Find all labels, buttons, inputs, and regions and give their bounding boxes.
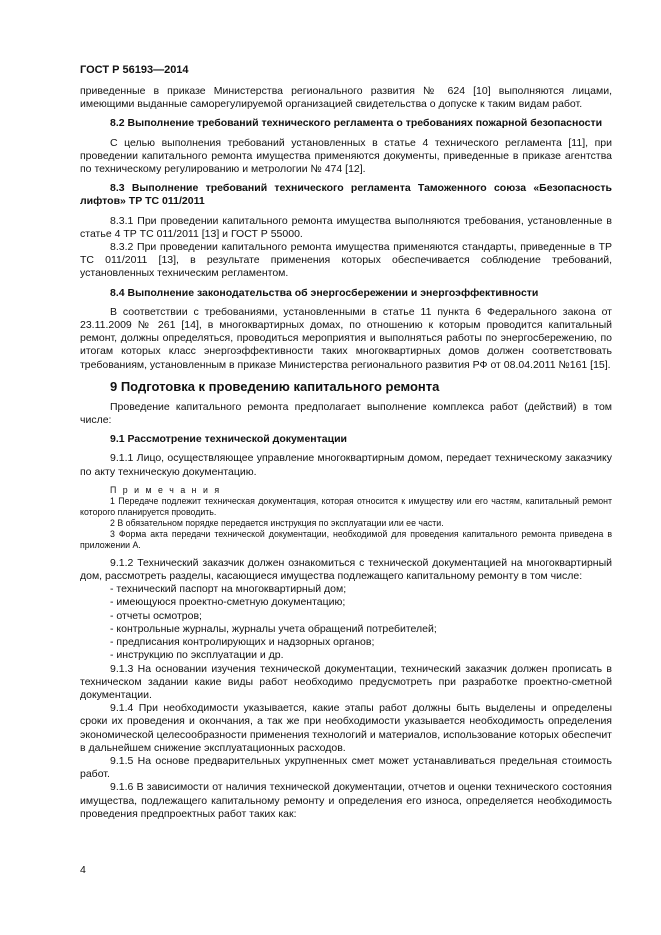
notes-block — [80, 485, 612, 551]
paragraph: С целью выполнения требований установленных в статье 4 технического регламента [11], при проведении капитального ремонта имущества применяются документы, приведенные в приказе агентства по техническому регулированию и метрологии № 474 [12]. — [80, 136, 612, 176]
list-item: - отчеты осмотров; — [110, 609, 202, 622]
paragraph: 9.1.4 При необходимости указывается, какие этапы работ должны быть выделены и определены сроки их проведения и окончания, а так же при необходимости указывается необходимость определения экономической целесообразности применения технологий и материалов, использование которых обеспечит в дальнейшем снижение эксплуатационных расходов. — [80, 702, 612, 754]
document-body — [80, 85, 612, 821]
paragraph: 8.3.2 При проведении капитального ремонта имущества применяются стандарты, приведенные в ТР ТС 011/2011 [13], в результате применения которых обеспечивается соблюдение требований, установленных техническим регламентом. — [80, 241, 612, 280]
paragraph: 9.1.5 На основе предварительных укрупненных смет может устанавливаться предельная стоимость работ. — [80, 754, 612, 781]
list-item: - технический паспорт на многоквартирный дом; — [110, 583, 347, 596]
paragraph: 9.1.6 В зависимости от наличия технической документации, отчетов и оценки технического состояния имущества, подлежащего капитальному ремонту и определения его износа, определяется необходимость проведения предпроектных работ таких как: — [80, 781, 612, 820]
section-heading-8-4: 8.4 Выполнение законодательства об энергосбережении и энергоэффективности — [110, 286, 539, 299]
section-heading-9: 9 Подготовка к проведению капитального ремонта — [110, 378, 440, 394]
paragraph: 8.3.1 При проведении капитального ремонта имущества выполняются требования, установленные в статье 4 ТР ТС 011/2011 [13] и ГОСТ Р 55000. — [80, 214, 612, 240]
list-item: - контрольные журналы, журналы учета обращений потребителей; — [110, 622, 437, 635]
section-heading-8-2: 8.2 Выполнение требований технического регламента о требованиях пожарной безопасности — [110, 117, 603, 130]
paragraph: Проведение капитального ремонта предполагает выполнение комплекса работ (действий) в том числе: — [80, 400, 612, 427]
section-heading-8-3: 8.3 Выполнение требований технического регламента Таможенного союза «Безопасность лифтов» ТР ТС 011/2011 — [80, 182, 612, 208]
page-number: 4 — [80, 864, 86, 876]
paragraph: 9.1.3 На основании изучения технической документации, технический заказчик должен прописать в техническом задании какие виды работ необходимо предусмотреть при разработке проектно-сметной документации. — [80, 662, 612, 701]
paragraph: 9.1.2 Технический заказчик должен ознакомиться с технической документацией на многоквартирный дом, рассмотреть разделы, касающиеся имущества подлежащего капитальному ремонту в том числе: — [80, 556, 612, 583]
notes-title: П р и м е ч а н и я — [110, 484, 222, 495]
list-item: - предписания контролирующих и надзорных органов; — [110, 636, 375, 649]
note-item: 3 Форма акта передачи технической документации, необходимой для проведения капитального ремонта приведена в приложении А. — [80, 528, 612, 550]
list-item: - инструкцию по эксплуатации и др. — [110, 649, 284, 662]
note-item: 1 Передаче подлежит техническая документация, которая относится к имуществу или его частям, капитальный ремонт которого планируется проводить. — [80, 495, 612, 517]
paragraph: приведенные в приказе Министерства регионального развития № 624 [10] выполняются лицами, имеющими выданные саморегулируемой организацией свидетельства о допуске к таким видам работ. — [80, 85, 612, 111]
document-header: ГОСТ Р 56193—2014 — [80, 64, 189, 76]
paragraph: В соответствии с требованиями, установленными в статье 11 пункта 6 Федерального закона от 23.11.2009 № 261 [14], в многоквартирных домах, по отношению к которым проводится капитальный ремонт, должны определяться, проводиться мероприятия и выполняться работы по энергосбережению, по итогам которых класс энергоэффективности таких многоквартирных домов должен соответствовать требованиям, установленным в приказе Министерства регионального развития РФ от 08.04.2011 №161 [15]. — [80, 305, 612, 371]
note-item: 2 В обязательном порядке передается инструкция по эксплуатации или ее части. — [110, 517, 444, 528]
paragraph: 9.1.1 Лицо, осуществляющее управление многоквартирным домом, передает техническому заказчику по акту техническую документацию. — [80, 452, 612, 478]
section-heading-9-1: 9.1 Рассмотрение технической документации — [110, 433, 347, 446]
list-item: - имеющуюся проектно-сметную документацию; — [110, 596, 346, 609]
